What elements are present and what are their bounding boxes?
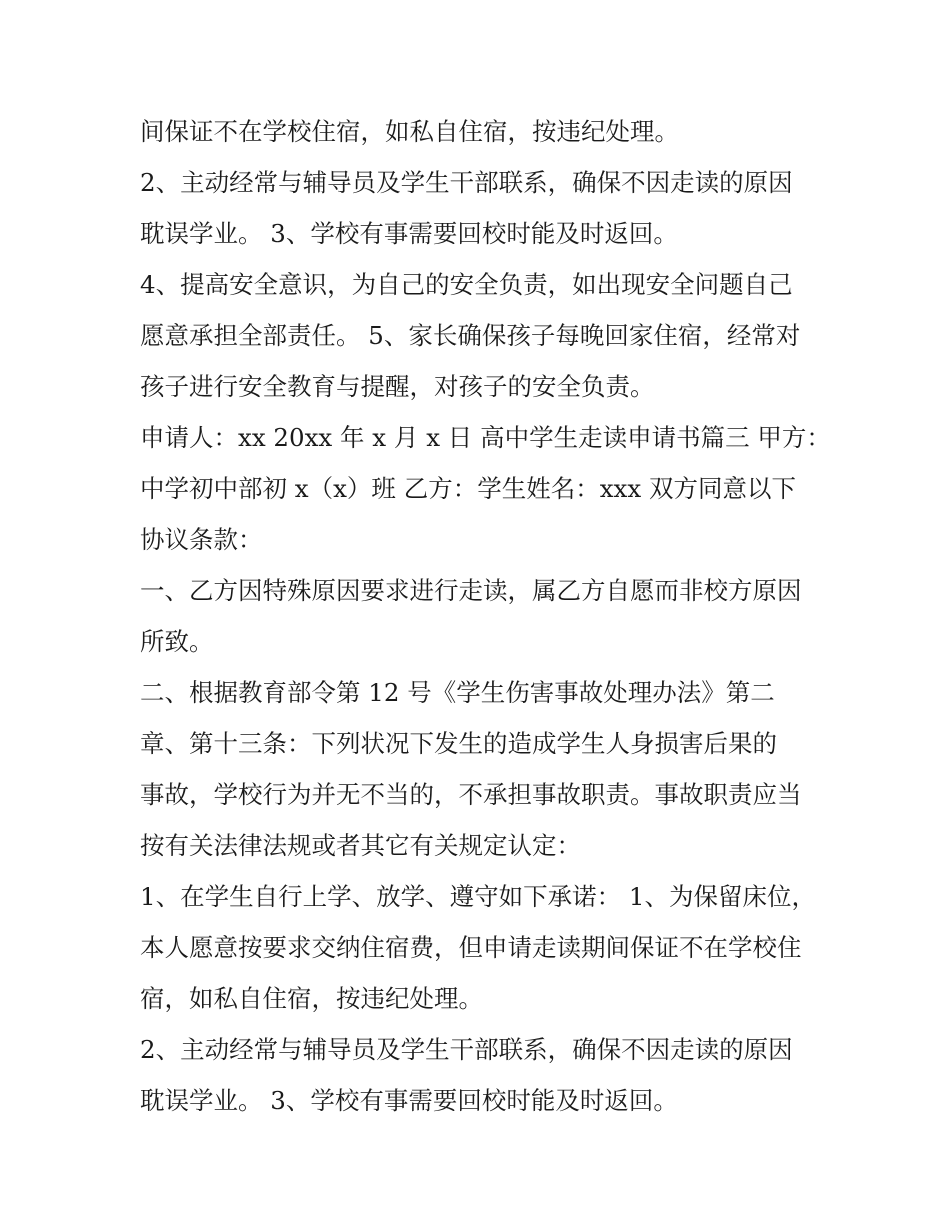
text-line: 本人愿意按要求交纳住宿费，但申请走读期间保证不在学校住 (140, 933, 802, 962)
text-line: 按有关法律法规或者其它有关规定认定： (140, 831, 581, 860)
text-line: 二、根据教育部令第 12 号《学生伤害事故处理办法》第二 (140, 678, 775, 707)
text-line: 2、主动经常与辅导员及学生干部联系，确保不因走读的原因 (140, 1035, 793, 1064)
text-line: 中学初中部初 x（x）班 乙方：学生姓名：xxx 双方同意以下 (140, 474, 796, 503)
text-line: 宿，如私自住宿，按违纪处理。 (140, 984, 483, 1013)
text-line: 事故，学校行为并无不当的，不承担事故职责。事故职责应当 (140, 780, 802, 809)
text-line: 愿意承担全部责任。 5、家长确保孩子每晚回家住宿，经常对 (140, 321, 801, 350)
document-body (140, 106, 840, 1126)
text-line: 章、第十三条：下列状况下发生的造成学生人身损害后果的 (140, 729, 777, 758)
text-line: 2、主动经常与辅导员及学生干部联系，确保不因走读的原因 (140, 168, 793, 197)
text-line: 耽误学业。 3、学校有事需要回校时能及时返回。 (140, 219, 678, 248)
text-line: 间保证不在学校住宿，如私自住宿，按违纪处理。 (140, 117, 679, 146)
text-line: 1、在学生自行上学、放学、遵守如下承诺： 1、为保留床位， (140, 882, 816, 911)
text-line: 孩子进行安全教育与提醒，对孩子的安全负责。 (140, 372, 655, 401)
text-line: 4、提高安全意识，为自己的安全负责，如出现安全问题自己 (140, 270, 793, 299)
text-line: 申请人：xx 20xx 年 x 月 x 日 高中学生走读申请书篇三 甲方： (140, 423, 831, 452)
text-line: 协议条款： (140, 525, 263, 554)
text-line: 耽误学业。 3、学校有事需要回校时能及时返回。 (140, 1086, 678, 1115)
text-line: 所致。 (140, 627, 214, 656)
text-line: 一、乙方因特殊原因要求进行走读，属乙方自愿而非校方原因 (140, 576, 802, 605)
